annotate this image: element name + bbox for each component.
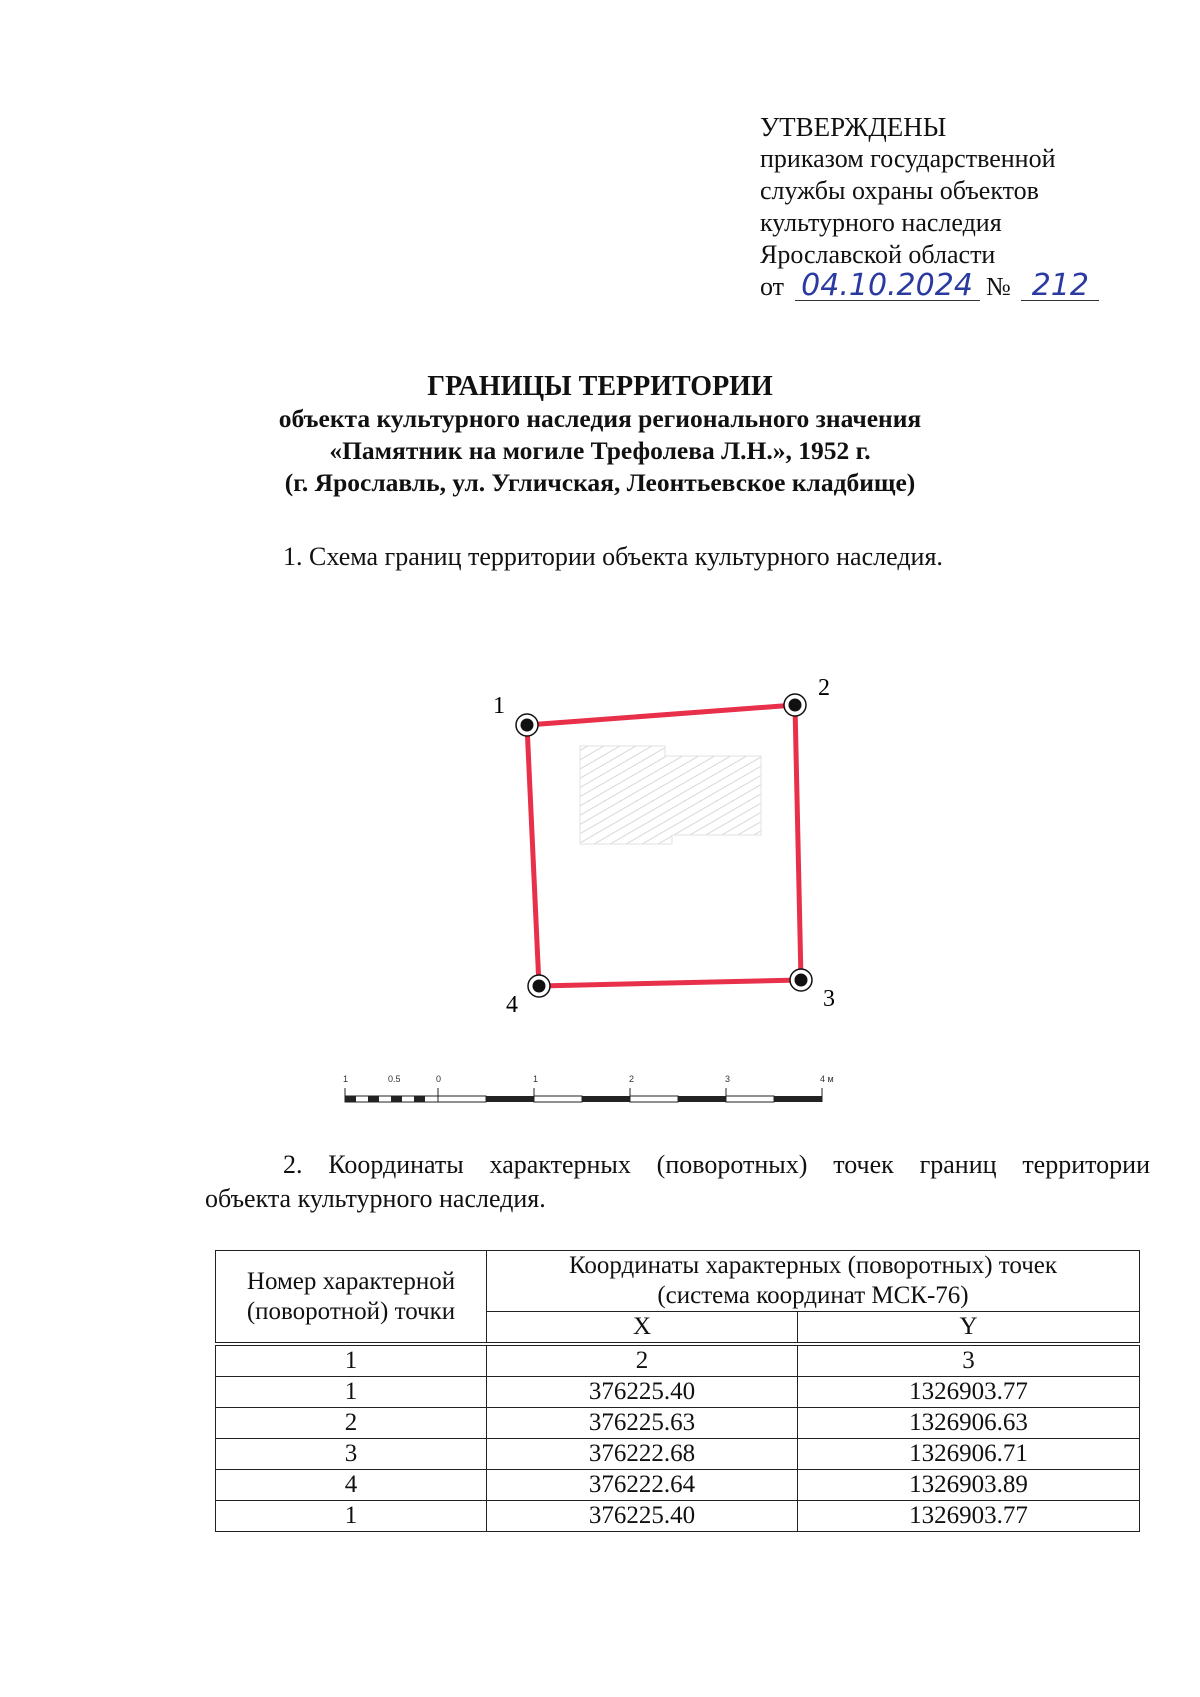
- boundary-scheme: [0, 660, 1200, 1020]
- scale-bar: [340, 1068, 840, 1113]
- point-marker: [790, 969, 812, 991]
- cell-y: 1326906.63: [798, 1408, 1140, 1439]
- date-prefix: от: [760, 272, 785, 301]
- handwritten-number: 212: [1021, 272, 1099, 301]
- cell-point: 4: [216, 1470, 487, 1501]
- column-number: 1: [216, 1344, 487, 1377]
- header-coordinates-line: Координаты характерных (поворотных) точек: [568, 1252, 1058, 1279]
- number-prefix: №: [986, 272, 1011, 301]
- monument-hatched-area: [580, 746, 761, 844]
- scale-label: 1: [343, 1074, 349, 1084]
- approval-date-number-line: [760, 268, 1180, 303]
- column-number: 2: [487, 1344, 798, 1377]
- table-row: [216, 1408, 1140, 1439]
- coordinates-table: [215, 1250, 1140, 1532]
- scale-label: 2: [629, 1074, 635, 1084]
- cell-y: 1326903.77: [798, 1377, 1140, 1408]
- approval-line: службы охраны объектов: [760, 176, 1039, 205]
- scale-label: 4 м: [820, 1074, 834, 1084]
- header-coordinates: [487, 1251, 1140, 1312]
- title-main: ГРАНИЦЫ ТЕРРИТОРИИ: [427, 371, 773, 402]
- cell-x: 376222.68: [487, 1439, 798, 1470]
- point-label: 3: [823, 986, 835, 1012]
- point-marker: [784, 694, 806, 716]
- cell-y: 1326903.77: [798, 1501, 1140, 1532]
- approval-block: [760, 111, 1180, 303]
- scale-label: 1: [533, 1074, 539, 1084]
- cell-point: 1: [216, 1377, 487, 1408]
- approval-line: приказом государственной: [760, 144, 1056, 173]
- cell-y: 1326906.71: [798, 1439, 1140, 1470]
- column-number-row: [216, 1344, 1140, 1377]
- cell-y: 1326903.89: [798, 1470, 1140, 1501]
- approval-line: культурного наследия: [760, 208, 1002, 237]
- header-coordinates-line: (система координат МСК-76): [657, 1282, 969, 1309]
- header-point-number: Номер характерной (поворотной) точки: [216, 1251, 487, 1345]
- cell-x: 376225.63: [487, 1408, 798, 1439]
- point-marker: [528, 975, 550, 997]
- scale-label: 3: [725, 1074, 731, 1084]
- section-2-line: объекта культурного наследия.: [205, 1184, 546, 1213]
- section-2-line: 2. Координаты характерных (поворотных) точек границ территории: [283, 1150, 1150, 1179]
- header-y: Y: [798, 1312, 1140, 1345]
- cell-point: 3: [216, 1439, 487, 1470]
- table-row: [216, 1439, 1140, 1470]
- handwritten-date: 04.10.2024: [795, 272, 980, 301]
- section-2-heading: [205, 1148, 1150, 1216]
- table-row: [216, 1377, 1140, 1408]
- cell-point: 1: [216, 1501, 487, 1532]
- point-marker: [516, 714, 538, 736]
- column-number: 3: [798, 1344, 1140, 1377]
- document-title: [0, 371, 1200, 499]
- scale-label: 0: [436, 1074, 442, 1084]
- title-line: (г. Ярославль, ул. Угличская, Леонтьевское кладбище): [284, 468, 916, 497]
- table-row: [216, 1470, 1140, 1501]
- cell-x: 376222.64: [487, 1470, 798, 1501]
- table-header-row: [216, 1251, 1140, 1312]
- scale-bar-segments: [345, 1088, 822, 1102]
- cell-point: 2: [216, 1408, 487, 1439]
- scale-label: 0.5: [388, 1074, 401, 1084]
- header-x: X: [487, 1312, 798, 1345]
- approval-line: Ярославской области: [760, 240, 996, 269]
- section-1-heading: 1. Схема границ территории объекта культурного наследия.: [283, 542, 943, 571]
- table-row: [216, 1501, 1140, 1532]
- cell-x: 376225.40: [487, 1501, 798, 1532]
- cell-x: 376225.40: [487, 1377, 798, 1408]
- point-label: 4: [506, 992, 518, 1018]
- point-label: 2: [818, 675, 830, 701]
- title-line: «Памятник на могиле Трефолева Л.Н.», 1952 г.: [329, 436, 871, 465]
- approval-heading: УТВЕРЖДЕНЫ: [760, 112, 947, 142]
- point-label: 1: [493, 693, 505, 719]
- title-line: объекта культурного наследия регионального значения: [278, 404, 922, 433]
